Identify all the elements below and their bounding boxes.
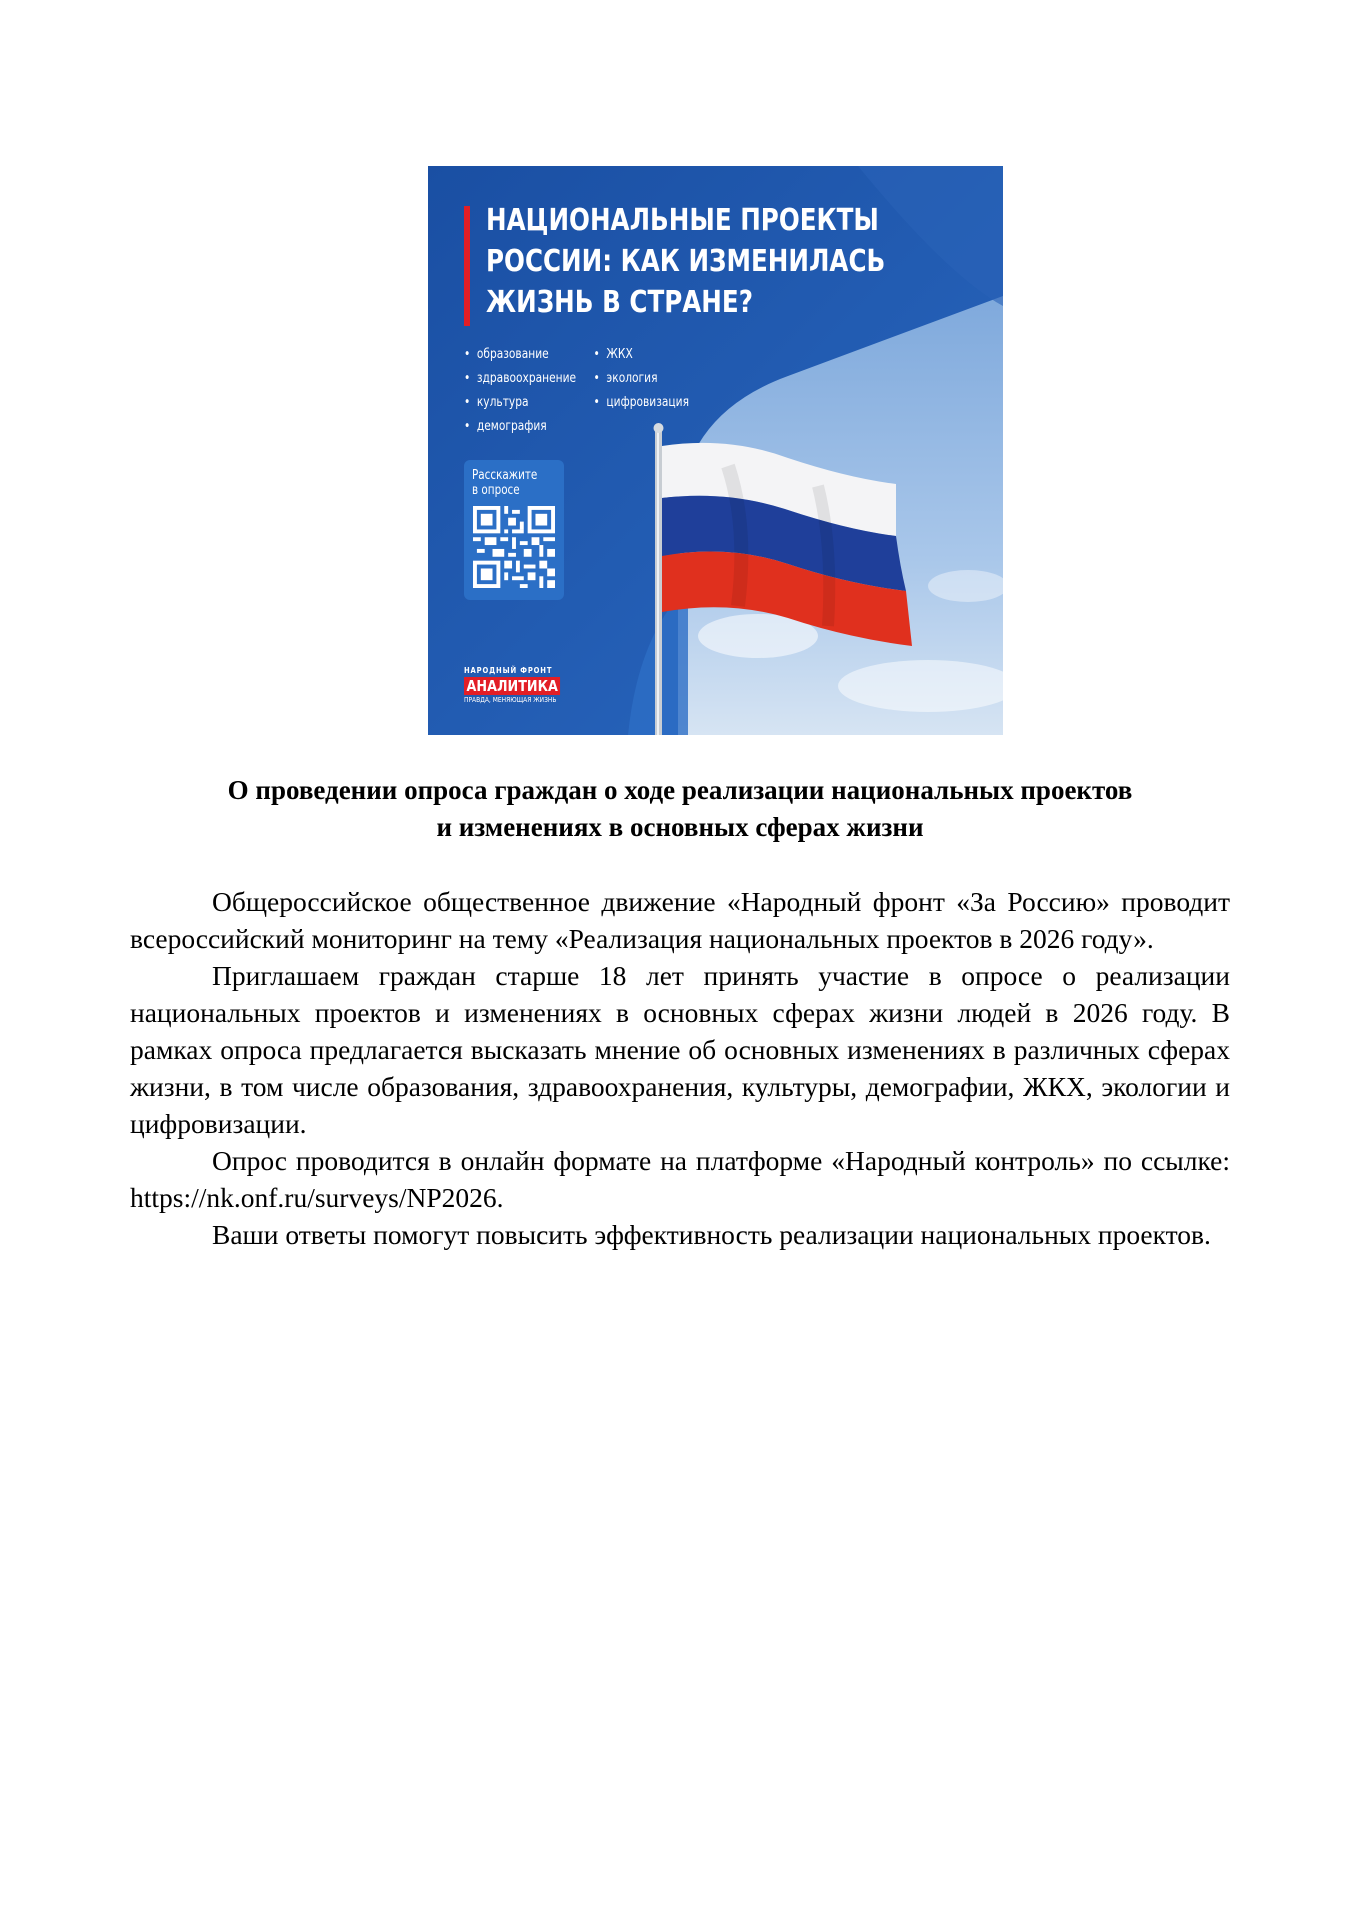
title-line: О проведении опроса граждан о ходе реализации национальных проектов [227,775,1133,805]
qr-label [472,468,568,498]
poster-heading-line: ЖИЗНЬ В СТРАНЕ? [486,285,753,320]
accent-bar [464,206,470,326]
poster-heading-line: РОССИИ: КАК ИЗМЕНИЛАСЬ [486,244,886,279]
topic-item: • здравоохранение [464,367,576,391]
brand-logo [464,666,574,705]
topic-item: • культура [464,391,576,415]
brand-sub: ПРАВДА, МЕНЯЮЩАЯ ЖИЗНЬ [464,696,557,704]
brand-top: НАРОДНЫЙ ФРОНТ [464,666,553,675]
qr-card [464,460,564,600]
poster-image [428,166,1003,735]
qr-label-line: Расскажите [472,468,538,483]
poster-heading [486,200,896,323]
paragraph: Общероссийское общественное движение «Народный фронт «За Россию» проводит всероссийский мониторинг на тему «Реализация национальных проектов в 2026 году». [130,886,1230,954]
paragraph: Приглашаем граждан старше 18 лет принять участие в опросе о реализации национальных проектов и изменениях в основных сферах жизни людей в 2026 году. В рамках опроса предлагается высказать мнение об основных изменениях в различных сферах жизни, в том числе образования, здравоохранения, культуры, демографии, ЖКХ, экологии и цифровизации. [130,960,1230,1139]
topic-item: • цифровизация [594,391,689,415]
topic-item: • образование [464,343,576,367]
topic-item: • демография [464,415,576,439]
topic-item: • ЖКХ [594,343,689,367]
document-title [130,772,1230,846]
qr-code-icon[interactable] [473,506,555,588]
qr-label-line: в опросе [472,483,520,498]
poster-heading-line: НАЦИОНАЛЬНЫЕ ПРОЕКТЫ [486,203,879,238]
paragraph: Ваши ответы помогут повысить эффективность реализации национальных проектов. [212,1219,1211,1250]
title-line: и изменениях в основных сферах жизни [436,812,924,842]
brand-main: АНАЛИТИКА [464,677,560,695]
document-body [130,883,1230,1253]
paragraph: Опрос проводится в онлайн формате на платформе «Народный контроль» по ссылке: https://nk.onf.ru/surveys/NP2026. [130,1145,1230,1213]
topic-item: • экология [594,367,689,391]
